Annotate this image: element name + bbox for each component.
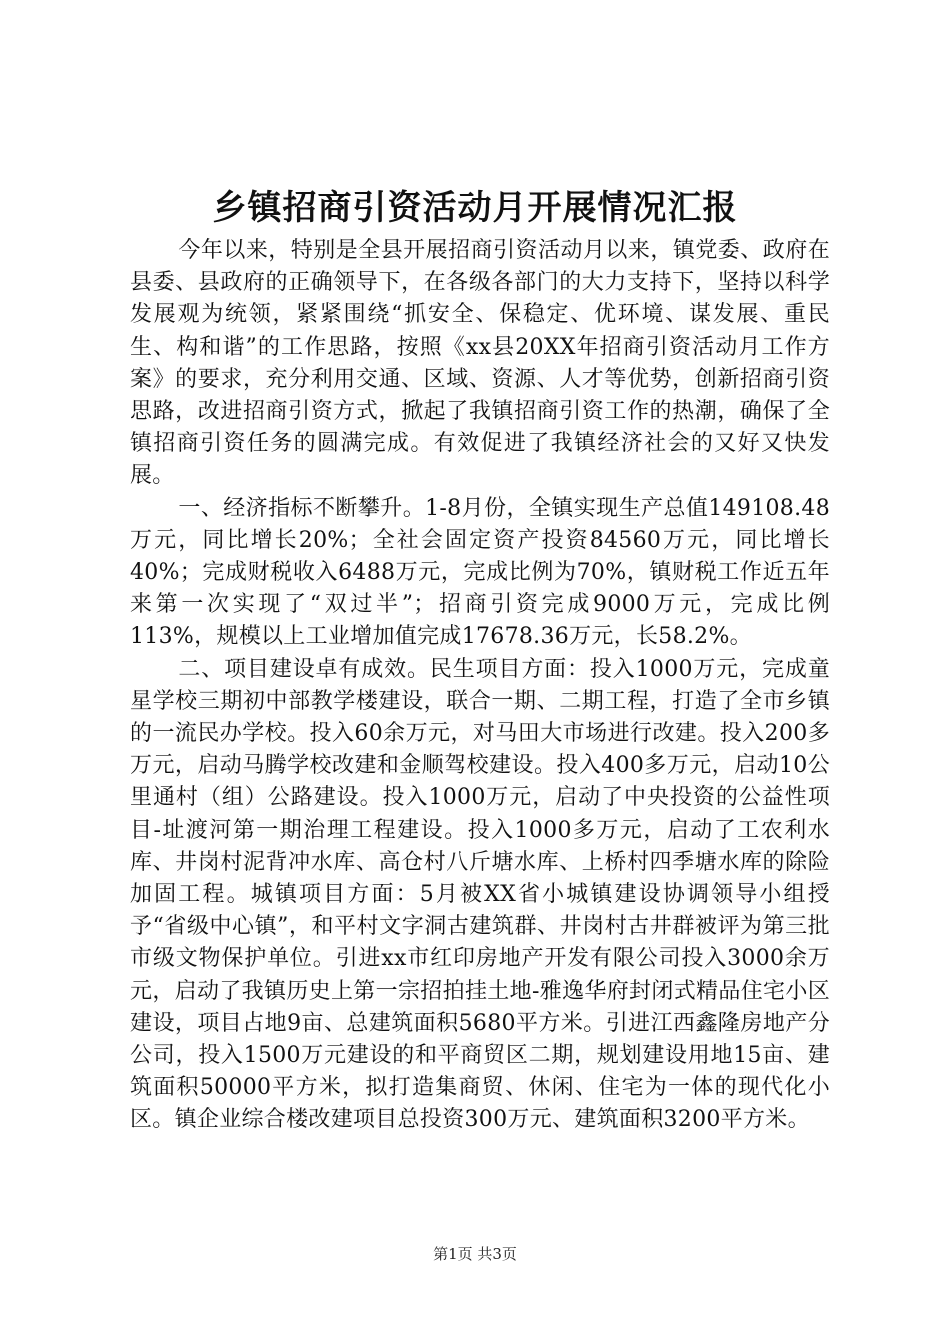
page-footer: 第1页 共3页 bbox=[433, 1245, 517, 1263]
paragraph-economic-indicators: 一、经济指标不断攀升。1-8月份，全镇实现生产总值149108.48万元，同比增长20%；全社会固定资产投资84560万元，同比增长40%；完成财税收入6488万元，完成比例为70%，镇财税工作近五年来第一次实现了“双过半”；招商引资完成9000万元，完成比例113%，规模以上工业增加值完成17678.36万元，长58.2%。 bbox=[130, 495, 830, 650]
paragraph-project-construction: 二、项目建设卓有成效。民生项目方面：投入1000万元，完成童星学校三期初中部教学楼建设，联合一期、二期工程，打造了全市乡镇的一流民办学校。投入60余万元，对马田大市场进行改建。投入200多万元，启动马腾学校改建和金顺驾校建设。投入400多万元，启动10公里通村（组）公路建设。投入1000万元，启动了中央投资的公益性项目-址渡河第一期治理工程建设。投入1000多万元，启动了工农利水库、井岗村泥背冲水库、高仓村八斤塘水库、上桥村四季塘水库的除险加固工程。城镇项目方面：5月被XX省小城镇建设协调领导小组授予“省级中心镇”，和平村文字洞古建筑群、井岗村古井群被评为第三批市级文物保护单位。引进xx市红印房地产开发有限公司投入3000余万元，启动了我镇历史上第一宗招拍挂土地-雅逸华府封闭式精品住宅小区建设，项目占地9亩、总建筑面积5680平方米。引进江西鑫隆房地产分公司，投入1500万元建设的和平商贸区二期，规划建设用地15亩、建筑面积50000平方米，拟打造集商贸、休闲、住宅为一体的现代化小区。镇企业综合楼改建项目总投资300万元、建筑面积3200平方米。 bbox=[130, 656, 830, 1133]
paragraph-intro: 今年以来，特别是全县开展招商引资活动月以来，镇党委、政府在县委、县政府的正确领导下，在各级各部门的大力支持下，坚持以科学发展观为统领，紧紧围绕“抓安全、保稳定、优环境、谋发展、重民生、构和谐”的工作思路，按照《xx县20XX年招商引资活动月工作方案》的要求，充分利用交通、区域、资源、人才等优势，创新招商引资思路，改进招商引资方式，掀起了我镇招商引资工作的热潮，确保了全镇招商引资任务的圆满完成。有效促进了我镇经济社会的又好又快发展。 bbox=[130, 238, 830, 489]
document-body bbox=[130, 235, 830, 1137]
document-title: 乡镇招商引资活动月开展情况汇报 bbox=[212, 188, 738, 228]
